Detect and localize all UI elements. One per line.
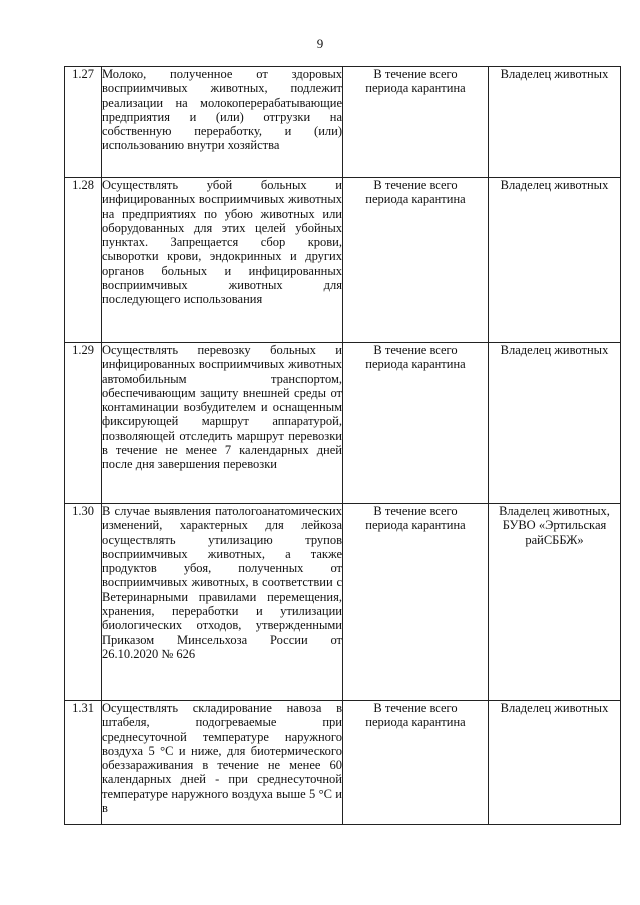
measure-term: В течение всего периода карантина: [343, 67, 489, 178]
table-row: [65, 67, 621, 178]
measure-text: Осуществлять убой больных и инфицированных восприимчивых животных на предприятиях по убою животных или оборудованных для этих целей убойных пунктах. Запрещается сбор крови, сыворотки крови, эндокринных и других органов больных и инфицированных восприимчивых животных для последующего использования: [102, 178, 343, 343]
table-row: [65, 504, 621, 701]
page-number: 9: [316, 36, 324, 51]
item-number: 1.29: [65, 343, 102, 504]
measure-term: В течение всего периода карантина: [343, 343, 489, 504]
measure-responsible: Владелец животных: [489, 178, 621, 343]
measure-term: В течение всего периода карантина: [343, 701, 489, 825]
table-row: [65, 701, 621, 825]
measure-responsible: Владелец животных: [489, 67, 621, 178]
measure-responsible: Владелец животных, БУВО «Эртильская райСББЖ»: [489, 504, 621, 701]
measure-responsible: Владелец животных: [489, 701, 621, 825]
measure-text: Молоко, полученное от здоровых восприимчивых животных, подлежит реализации на молокоперерабатывающие предприятия и (или) отгрузки на собственную переработку, и (или) использованию внутри хозяйства: [102, 67, 343, 178]
item-number: 1.31: [65, 701, 102, 825]
measure-term: В течение всего периода карантина: [343, 178, 489, 343]
measure-text: В случае выявления патологоанатомических изменений, характерных для лейкоза осуществлять утилизацию трупов восприимчивых животных, а также продуктов убоя, полученных от восприимчивых животных, в соответствии с Ветеринарными правилами перемещения, хранения, переработки и утилизации биологических отходов, утвержденными Приказом Минсельхоза России от 26.10.2020 № 626: [102, 504, 343, 701]
table-row: [65, 178, 621, 343]
table-row: [65, 343, 621, 504]
measure-text: Осуществлять перевозку больных и инфицированных восприимчивых животных автомобильным транспортом, обеспечивающим защиту внешней среды от контаминации возбудителем и оснащенным фиксирующей маршрут аппаратурой, позволяющей отследить маршрут перевозки в течение не менее 7 календарных дней после дня завершения перевозки: [102, 343, 343, 504]
measure-responsible: Владелец животных: [489, 343, 621, 504]
measure-text: Осуществлять складирование навоза в штабеля, подогреваемые при среднесуточной температуре наружного воздуха 5 °С и ниже, для биотермического обеззараживания в течение не менее 60 календарных дней - при среднесуточной температуре наружного воздуха выше 5 °С и в: [102, 701, 343, 825]
measures-table: [64, 66, 621, 825]
item-number: 1.27: [65, 67, 102, 178]
measure-term: В течение всего периода карантина: [343, 504, 489, 701]
item-number: 1.28: [65, 178, 102, 343]
item-number: 1.30: [65, 504, 102, 701]
